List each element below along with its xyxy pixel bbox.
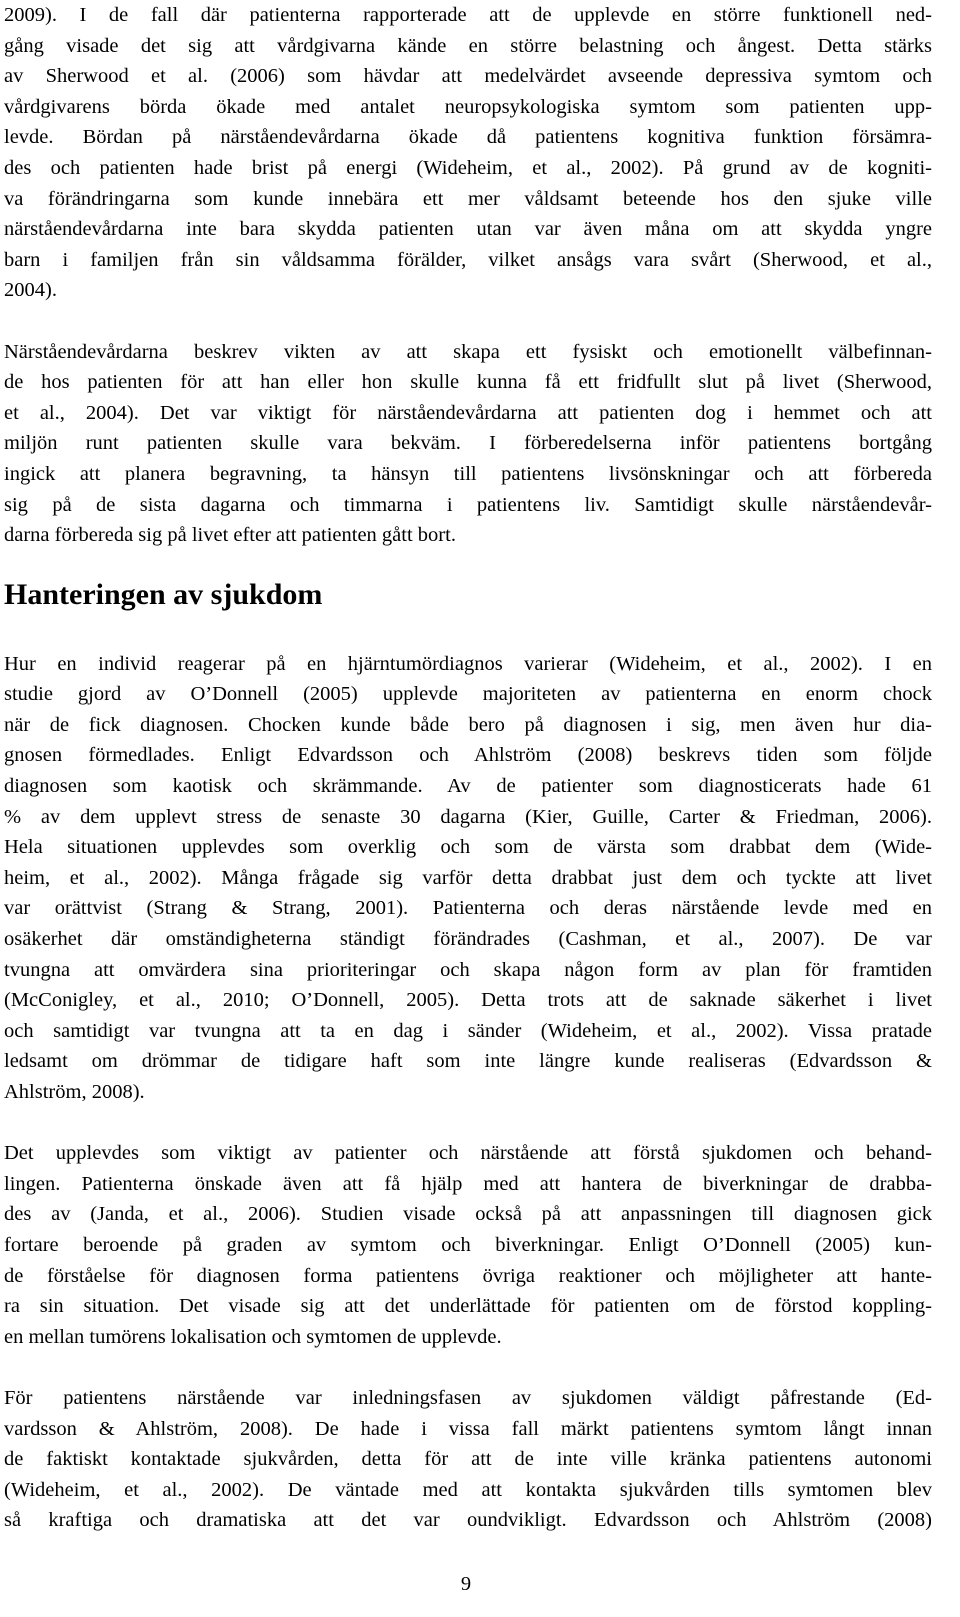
text-line: en mellan tumörens lokalisation och symtomen de upplevde. xyxy=(4,1325,502,1348)
text-line: ingick att planera begravning, ta hänsyn till patientens livsönskningar och att förbereda xyxy=(4,462,932,485)
text-line: lingen. Patienterna önskade även att få hjälp med att hantera de biverkningar de drabba- xyxy=(4,1172,932,1195)
text-line: heim, et al., 2002). Många frågade sig varför detta drabbat just dem och tyckte att livet xyxy=(4,866,932,889)
text-line: osäkerhet där omständigheterna ständigt förändrades (Cashman, et al., 2007). De var xyxy=(4,928,932,951)
text-line: vardsson & Ahlström, 2008). De hade i vissa fall märkt patientens symtom långt innan xyxy=(4,1417,932,1440)
text-line: (Wideheim, et al., 2002). De väntade med att kontakta sjukvården tills symtomen blev xyxy=(4,1478,932,1501)
text-line: var orättvist (Strang & Strang, 2001). Patienterna och deras närstående levde med en xyxy=(4,897,932,920)
paragraph xyxy=(4,0,932,306)
paragraph xyxy=(4,337,932,551)
paragraph xyxy=(4,1383,932,1536)
text-line: 2004). xyxy=(4,279,57,302)
text-line: ledsamt om drömmar de tidigare haft som inte längre kunde realiseras (Edvardsson & xyxy=(4,1050,932,1073)
text-line: studie gjord av O’Donnell (2005) upplevde majoriteten av patienterna en enorm chock xyxy=(4,683,932,706)
text-line: barn i familjen från sin våldsamma förälder, vilket ansågs vara svårt (Sherwood, et al., xyxy=(4,248,932,271)
text-line: och samtidigt var tvungna att ta en dag i sänder (Wideheim, et al., 2002). Vissa pratade xyxy=(4,1019,932,1042)
text-line: tvungna att omvärdera sina prioriteringar och skapa någon form av plan för framtiden xyxy=(4,958,932,981)
paragraph xyxy=(4,649,932,1108)
paragraph xyxy=(4,1138,932,1352)
text-line: de förståelse för diagnosen forma patientens övriga reaktioner och möjligheter att hante- xyxy=(4,1264,932,1287)
text-line: när de fick diagnosen. Chocken kunde både bero på diagnosen i sig, men även hur dia- xyxy=(4,713,932,736)
text-line: Ahlström, 2008). xyxy=(4,1081,145,1103)
document-page xyxy=(4,0,932,1536)
text-line: de hos patienten för att han eller hon skulle kunna få ett fridfullt slut på livet (Sherwood, xyxy=(4,371,932,394)
text-line: ra sin situation. Det visade sig att det underlättade för patienten om de förstod koppling- xyxy=(4,1295,932,1318)
text-line: des av (Janda, et al., 2006). Studien visade också på att anpassningen till diagnosen gick xyxy=(4,1203,932,1226)
text-line: de faktiskt kontaktade sjukvården, detta för att de inte ville kränka patientens autonomi xyxy=(4,1448,932,1471)
text-line: För patientens närstående var inledningsfasen av sjukdomen väldigt påfrestande (Ed- xyxy=(4,1386,932,1409)
text-line: gång visade det sig att vårdgivarna kände en större belastning och ångest. Detta stärks xyxy=(4,34,932,57)
text-line: av Sherwood et al. (2006) som hävdar att medelvärdet avseende depressiva symtom och xyxy=(4,65,932,88)
section-heading: Hanteringen av sjukdom xyxy=(4,577,323,611)
text-line: fortare beroende på graden av symtom och biverkningar. Enligt O’Donnell (2005) kun- xyxy=(4,1233,932,1256)
body-text-before-heading xyxy=(4,0,932,565)
text-line: et al., 2004). Det var viktigt för närståendevårdarna att patienten dog i hemmet och att xyxy=(4,401,932,424)
text-line: Hela situationen upplevdes som overklig och som de värsta som drabbat dem (Wide- xyxy=(4,836,932,859)
text-line: darna förbereda sig på livet efter att patienten gått bort. xyxy=(4,524,456,547)
text-line: va förändringarna som kunde innebära ett mer våldsamt beteende hos den sjuke ville xyxy=(4,187,932,210)
text-line: närståendevårdarna inte bara skydda patienten utan var även måna om att skydda yngre xyxy=(4,218,932,241)
text-line: miljön runt patienten skulle vara bekväm. I förberedelserna inför patientens bortgång xyxy=(4,432,932,455)
text-line: (McConigley, et al., 2010; O’Donnell, 2005). Detta trots att de saknade säkerhet i livet xyxy=(4,989,932,1012)
text-line: des och patienten hade brist på energi (Wideheim, et al., 2002). På grund av de kogniti- xyxy=(4,156,932,179)
text-line: Hur en individ reagerar på en hjärntumördiagnos varierar (Wideheim, et al., 2002). I en xyxy=(4,652,932,675)
page-number: 9 xyxy=(460,1573,472,1595)
text-line: Det upplevdes som viktigt av patienter och närstående att förstå sjukdomen och behand- xyxy=(4,1142,932,1165)
text-line: 2009). I de fall där patienterna rapporterade att de upplevde en större funktionell ned- xyxy=(4,4,932,26)
text-line: diagnosen som kaotisk och skrämmande. Av de patienter som diagnosticerats hade 61 xyxy=(4,775,932,798)
text-line: gnosen förmedlades. Enligt Edvardsson och Ahlström (2008) beskrevs tiden som följde xyxy=(4,744,932,767)
body-text-after-heading xyxy=(4,649,932,1536)
text-line: Närståendevårdarna beskrev vikten av att skapa ett fysiskt och emotionellt välbefinnan- xyxy=(4,340,932,363)
text-line: så kraftiga och dramatiska att det var oundvikligt. Edvardsson och Ahlström (2008) xyxy=(4,1509,932,1532)
text-line: % av dem upplevt stress de senaste 30 dagarna (Kier, Guille, Carter & Friedman, 2006). xyxy=(4,805,932,828)
text-line: sig på de sista dagarna och timmarna i patientens liv. Samtidigt skulle närståendevår- xyxy=(4,493,932,516)
text-line: levde. Bördan på närståendevårdarna ökade då patientens kognitiva funktion försämra- xyxy=(4,126,932,149)
text-line: vårdgivarens börda ökade med antalet neuropsykologiska symtom som patienten upp- xyxy=(4,95,932,118)
